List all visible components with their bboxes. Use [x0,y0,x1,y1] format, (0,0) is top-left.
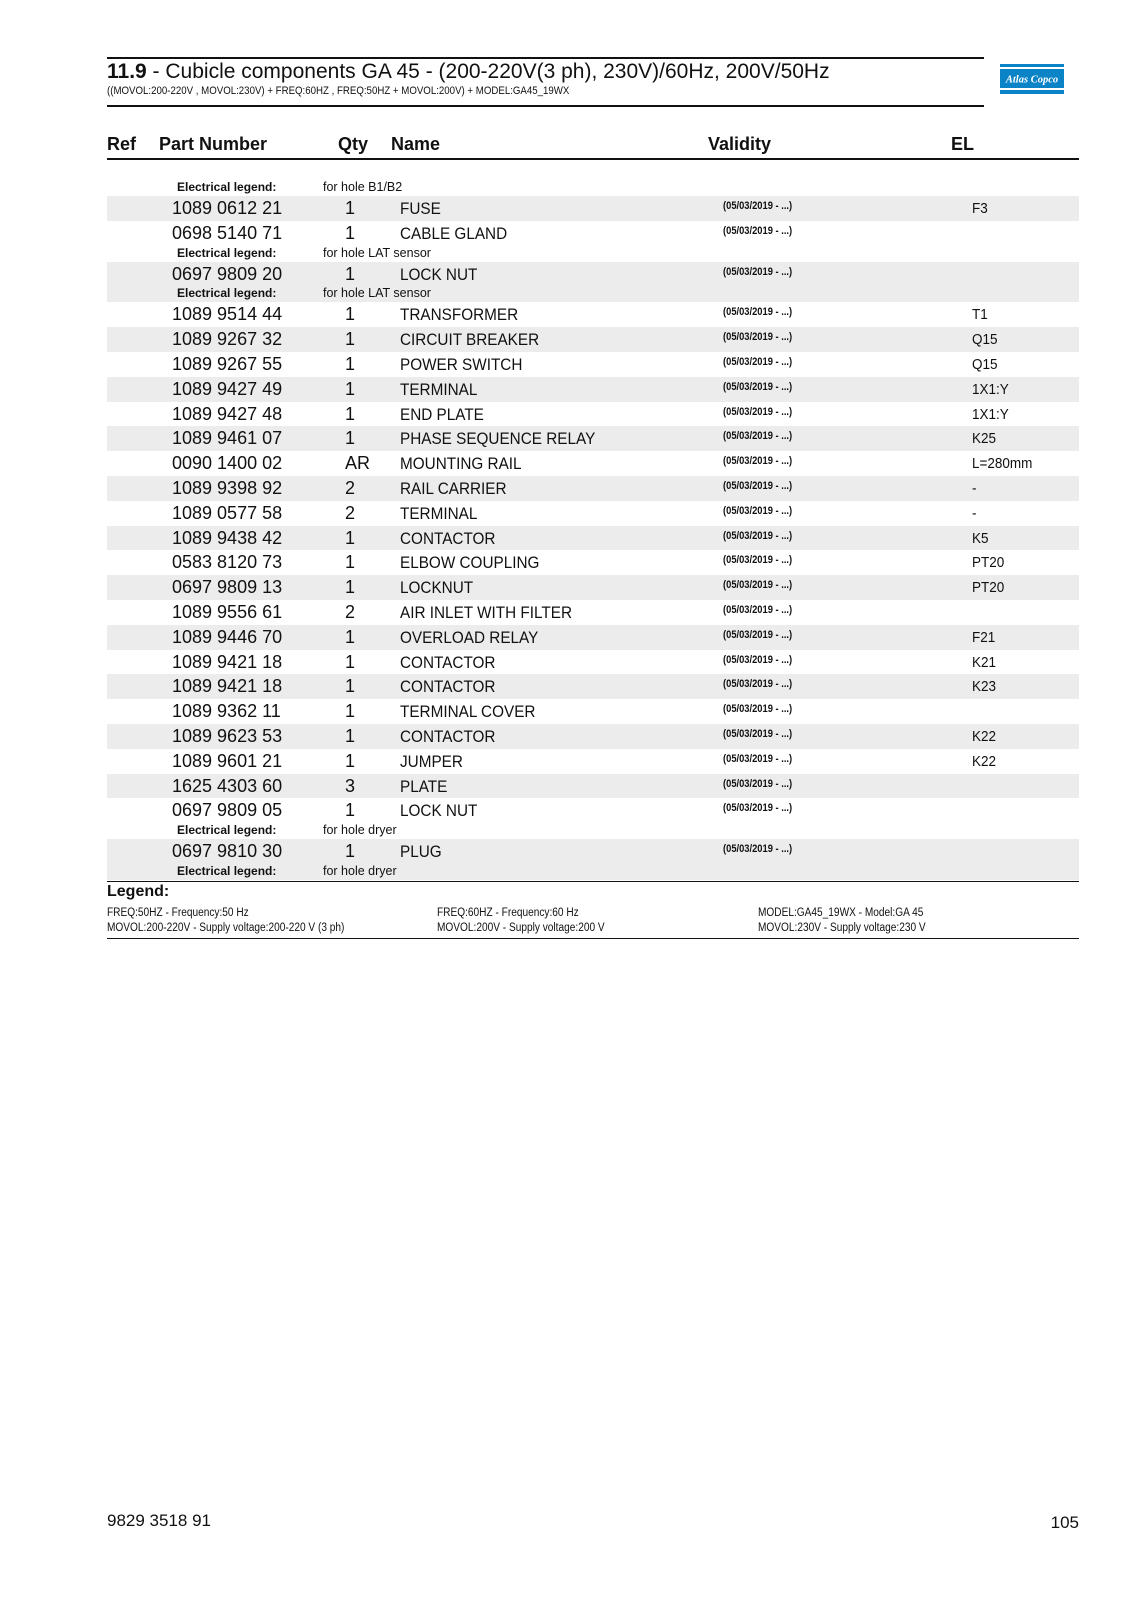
part-name: TERMINAL [400,503,478,523]
quantity: 1 [345,378,356,399]
electrical-ref: K25 [972,430,997,448]
part-name: POWER SWITCH [400,354,523,374]
validity: (05/03/2019 - ...) [723,554,793,567]
validity: (05/03/2019 - ...) [723,405,793,418]
part-number: 1089 9601 21 [172,750,283,771]
part-name: CONTACTOR [400,652,496,672]
electrical-ref: K22 [972,752,997,770]
part-number: 0697 9809 05 [172,800,283,821]
legend-item: MOVOL:200-220V - Supply voltage:200-220 V (3 ph) [107,922,345,934]
table-row [107,501,1079,526]
part-name: MOUNTING RAIL [400,454,522,474]
electrical-legend-row [107,864,1079,880]
validity: (05/03/2019 - ...) [723,579,793,592]
table-row [107,402,1079,427]
part-number: 0697 9809 20 [172,263,283,284]
part-number: 1625 4303 60 [172,775,283,796]
table-row [107,774,1079,799]
quantity: 1 [345,552,356,573]
legend-title: Legend: [107,883,170,900]
section-subtitle: ((MOVOL:200-220V , MOVOL:230V) + FREQ:60HZ , FREQ:50HZ + MOVOL:200V) + MODEL:GA45_19WX [107,85,570,97]
col-el: EL [951,134,975,154]
quantity: 1 [345,676,356,697]
quantity: 3 [345,775,356,796]
electrical-legend-text: for hole LAT sensor [323,286,431,301]
validity: (05/03/2019 - ...) [723,455,793,468]
part-name: JUMPER [400,751,463,771]
part-name: CONTACTOR [400,726,496,746]
electrical-legend-label: Electrical legend: [177,180,277,194]
quantity: 1 [345,263,356,284]
part-name: CONTACTOR [400,677,496,697]
part-number: 1089 0577 58 [172,502,283,523]
part-number: 1089 0612 21 [172,198,283,218]
quantity: 1 [345,750,356,771]
part-name: AIR INLET WITH FILTER [400,602,572,622]
quantity: 2 [345,601,356,622]
table-row [107,625,1079,650]
part-number: 1089 9267 32 [172,329,283,350]
part-number: 1089 9267 55 [172,353,283,374]
validity: (05/03/2019 - ...) [723,529,793,542]
part-number: 1089 9421 18 [172,676,283,697]
part-name: TERMINAL COVER [400,702,536,722]
document-number: 9829 3518 91 [107,1511,211,1530]
part-name: LOCK NUT [400,264,478,284]
validity: (05/03/2019 - ...) [723,703,793,716]
electrical-ref: Q15 [972,331,998,349]
part-number: 1089 9438 42 [172,527,283,548]
quantity: 1 [345,651,356,672]
col-qty: Qty [338,134,369,154]
table-row [107,724,1079,749]
legend-item: MODEL:GA45_19WX - Model:GA 45 [758,907,924,919]
part-name: LOCKNUT [400,578,474,598]
part-name: PLATE [400,776,448,796]
table-row [107,699,1079,724]
validity: (05/03/2019 - ...) [723,355,793,368]
table-row [107,327,1079,352]
table-header [107,132,1079,160]
part-number: 1089 9556 61 [172,601,283,622]
validity: (05/03/2019 - ...) [723,504,793,517]
electrical-ref: T1 [972,306,988,324]
table-row [107,352,1079,377]
validity: (05/03/2019 - ...) [723,678,793,691]
table-row [107,476,1079,501]
part-number: 0697 9810 30 [172,841,283,862]
part-name: END PLATE [400,404,484,424]
electrical-ref: F3 [972,200,988,217]
part-name: FUSE [400,199,441,218]
table-row [107,451,1079,476]
electrical-legend-row [107,823,1079,839]
table-row [107,550,1079,575]
table-row [107,262,1079,287]
validity: (05/03/2019 - ...) [723,200,793,212]
section-title-text: - Cubicle components GA 45 - (200-220V(3 ph), 230V)/60Hz, 200V/50Hz [146,60,830,83]
electrical-legend-row [107,286,1079,302]
atlas-copco-logo [1000,64,1064,94]
part-number: 1089 9446 70 [172,626,283,647]
quantity: 1 [345,222,356,243]
validity: (05/03/2019 - ...) [723,479,793,492]
quantity: AR [345,453,371,474]
part-name: PHASE SEQUENCE RELAY [400,429,596,449]
electrical-ref: Q15 [972,355,998,373]
part-number: 1089 9514 44 [172,304,283,325]
quantity: 1 [345,329,356,350]
validity: (05/03/2019 - ...) [723,380,793,393]
electrical-legend-text: for hole B1/B2 [323,180,403,194]
table-row [107,196,1079,221]
table-row [107,674,1079,699]
table-row [107,650,1079,675]
quantity: 1 [345,841,356,862]
validity: (05/03/2019 - ...) [723,331,793,344]
validity: (05/03/2019 - ...) [723,306,793,319]
col-validity: Validity [708,134,772,154]
electrical-ref: PT20 [972,554,1005,572]
electrical-ref: K21 [972,653,997,671]
electrical-ref: PT20 [972,579,1005,597]
electrical-ref: K5 [972,529,989,547]
section-title [107,60,830,84]
quantity: 1 [345,403,356,424]
validity: (05/03/2019 - ...) [723,628,793,641]
electrical-ref: K22 [972,727,997,745]
electrical-ref: K23 [972,678,997,696]
col-part-number: Part Number [159,134,268,154]
electrical-ref: - [972,504,977,522]
validity: (05/03/2019 - ...) [723,802,793,815]
part-name: LOCK NUT [400,801,478,821]
quantity: 2 [345,477,356,498]
part-name: CIRCUIT BREAKER [400,330,540,350]
electrical-legend-label: Electrical legend: [177,823,277,838]
part-name: CONTACTOR [400,528,496,548]
electrical-ref: L=280mm [972,455,1033,473]
section-header [107,57,984,107]
validity: (05/03/2019 - ...) [723,603,793,616]
col-ref: Ref [107,134,137,154]
table-row [107,600,1079,625]
col-name: Name [391,134,441,154]
part-number: 1089 9421 18 [172,651,283,672]
logo-text: Atlas Copco [1005,74,1059,86]
validity: (05/03/2019 - ...) [723,430,793,443]
electrical-ref: F21 [972,628,996,646]
part-name: PLUG [400,842,442,862]
part-number: 1089 9623 53 [172,725,283,746]
table-row [107,221,1079,246]
electrical-legend-row [107,180,1079,196]
part-number: 1089 9362 11 [172,701,281,722]
table-row [107,798,1079,823]
quantity: 1 [345,428,356,449]
quantity: 1 [345,800,356,821]
part-number: 0583 8120 73 [172,552,283,573]
quantity: 1 [345,701,356,722]
electrical-ref: 1X1:Y [972,380,1009,398]
validity: (05/03/2019 - ...) [723,727,793,740]
table-row [107,839,1079,864]
validity: (05/03/2019 - ...) [723,653,793,666]
electrical-legend-label: Electrical legend: [177,245,277,260]
page-number: 105 [1050,1513,1079,1532]
section-number: 11.9 [107,60,147,83]
electrical-legend-label: Electrical legend: [177,863,277,878]
part-number: 1089 9427 48 [172,403,283,424]
legend-item: FREQ:50HZ - Frequency:50 Hz [107,907,249,919]
electrical-ref: - [972,479,977,497]
quantity: 1 [345,198,356,218]
validity: (05/03/2019 - ...) [723,752,793,765]
electrical-ref: 1X1:Y [972,405,1009,423]
part-name: TRANSFORMER [400,305,519,325]
quantity: 1 [345,353,356,374]
part-number: 0697 9809 13 [172,577,283,598]
part-name: OVERLOAD RELAY [400,627,539,647]
legend-item: FREQ:60HZ - Frequency:60 Hz [437,907,579,919]
validity: (05/03/2019 - ...) [723,843,793,856]
part-name: TERMINAL [400,379,478,399]
part-name: RAIL CARRIER [400,478,507,498]
legend-item: MOVOL:200V - Supply voltage:200 V [437,922,605,934]
quantity: 1 [345,304,356,325]
electrical-legend-label: Electrical legend: [177,286,277,301]
parts-table [107,180,1079,880]
electrical-legend-text: for hole dryer [323,863,397,878]
table-row [107,302,1079,327]
legend-box [107,881,1079,939]
table-row [107,526,1079,551]
quantity: 1 [345,577,356,598]
validity: (05/03/2019 - ...) [723,777,793,790]
electrical-legend-row [107,246,1079,262]
validity: (05/03/2019 - ...) [723,265,793,278]
part-number: 0698 5140 71 [172,222,283,243]
legend-item: MOVOL:230V - Supply voltage:230 V [758,922,926,934]
table-row [107,426,1079,451]
table-row [107,377,1079,402]
quantity: 1 [345,725,356,746]
part-number: 1089 9398 92 [172,477,283,498]
quantity: 1 [345,527,356,548]
validity: (05/03/2019 - ...) [723,224,793,237]
table-row [107,749,1079,774]
part-number: 1089 9427 49 [172,378,283,399]
part-number: 0090 1400 02 [172,453,283,474]
electrical-legend-text: for hole dryer [323,823,397,838]
part-number: 1089 9461 07 [172,428,283,449]
table-row [107,575,1079,600]
quantity: 2 [345,502,356,523]
part-name: CABLE GLAND [400,223,508,243]
part-name: ELBOW COUPLING [400,553,540,573]
quantity: 1 [345,626,356,647]
electrical-legend-text: for hole LAT sensor [323,245,431,260]
